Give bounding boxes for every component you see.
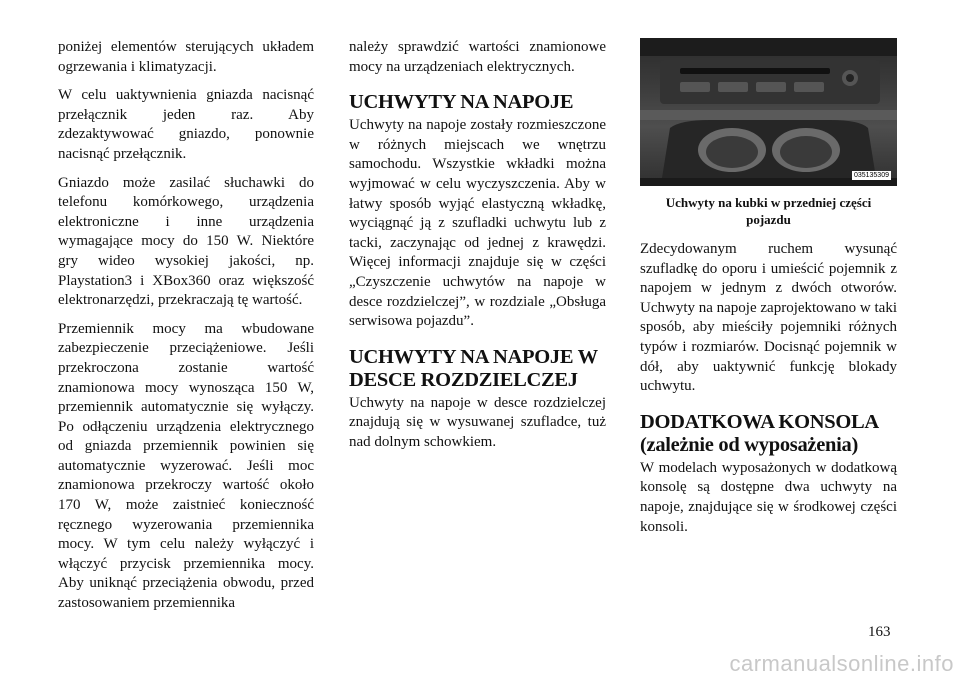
column-left (58, 38, 314, 623)
section-heading: DODATKOWA KONSOLA (zależnie od wyposażenia) (640, 410, 878, 456)
paragraph: Przemiennik mocy ma wbudowane zabezpieczenie przeciążeniowe. Jeśli przekroczona zostanie wartość znamionowa mocy wynosząca 150 W, przemiennik automatycznie się wyłączy. Po odłączeniu urządzenia elektrycznego od gniazda przemiennik powinien się automatycznie wyzerować. Jeśli moc znamionowa przekroczy wartość około 170 W, może zaistnieć konieczność ręcznego wyzerowania przemiennika mocy. W tym celu należy wyłączyć i włączyć przycisk przemiennika mocy. Aby uniknąć przeciążenia obwodu, przed zastosowaniem przemiennika (58, 320, 314, 612)
paragraph: Gniazdo może zasilać słuchawki do telefonu komórkowego, urządzenia elektroniczne i inne urządzenia wymagające mocy do 150 W. Niektóre gry wideo wysokiej jakości, np. Playstation3 i XBox360 oraz większość elektronarzędzi, przekraczają tę wartość. (58, 174, 314, 309)
paragraph: poniżej elementów sterujących układem ogrzewania i klimatyzacji. (58, 39, 314, 75)
paragraph: Zdecydowanym ruchem wysunąć szufladkę do oporu i umieścić pojemnik z napojem w jednym z dwóch otworów. Uchwyty na napoje zaprojektowano w taki sposób, aby mieściły pojemniki różnych typów i rozmiarów. Docisnąć pojemnik w dół, aby uaktywnić funkcję blokady uchwytu. (640, 241, 897, 395)
section-heading: UCHWYTY NA NAPOJE W DESCE ROZDZIELCZEJ (349, 345, 598, 391)
watermark: carmanualsonline.info (729, 651, 954, 676)
column-right (640, 38, 897, 546)
column-middle (349, 38, 606, 462)
photo-caption: Uchwyty na kubki w przedniej części pojazdu (665, 195, 872, 227)
paragraph: W celu uaktywnienia gniazda nacisnąć przełącznik jeden raz. Aby zdezaktywować gniazdo, ponownie nacisnąć przełącznik. (58, 87, 314, 162)
photo-code: 035135309 (853, 172, 889, 179)
cupholder-photo (640, 38, 897, 186)
paragraph: należy sprawdzić wartości znamionowe mocy na urządzeniach elektrycznych. (349, 39, 606, 75)
cupholder-illustration (640, 38, 897, 186)
page-number: 163 (868, 624, 891, 640)
paragraph: Uchwyty na napoje zostały rozmieszczone w różnych miejscach we wnętrzu samochodu. Wszystkie wkładki można wyjmować w celu wyczyszczenia. Aby w łatwy sposób wyjąć elastyczną wkładkę, wyciągnąć ją z szufladki uchwytu lub z tacki, zaczynając od jednej z krawędzi. Więcej informacji znajduje się w części „Czyszczenie uchwytów na napoje w desce rozdzielczej”, w rozdziale „Obsługa serwisowa pojazdu”. (349, 117, 606, 330)
section-heading: UCHWYTY NA NAPOJE (349, 91, 574, 114)
paragraph: W modelach wyposażonych w dodatkową konsolę są dostępne dwa uchwyty na napoje, znajdujące się w środkowej części konsoli. (640, 459, 897, 535)
paragraph: Uchwyty na napoje w desce rozdzielczej znajdują się w wysuwanej szufladce, tuż nad dolnym schowkiem. (349, 394, 606, 450)
